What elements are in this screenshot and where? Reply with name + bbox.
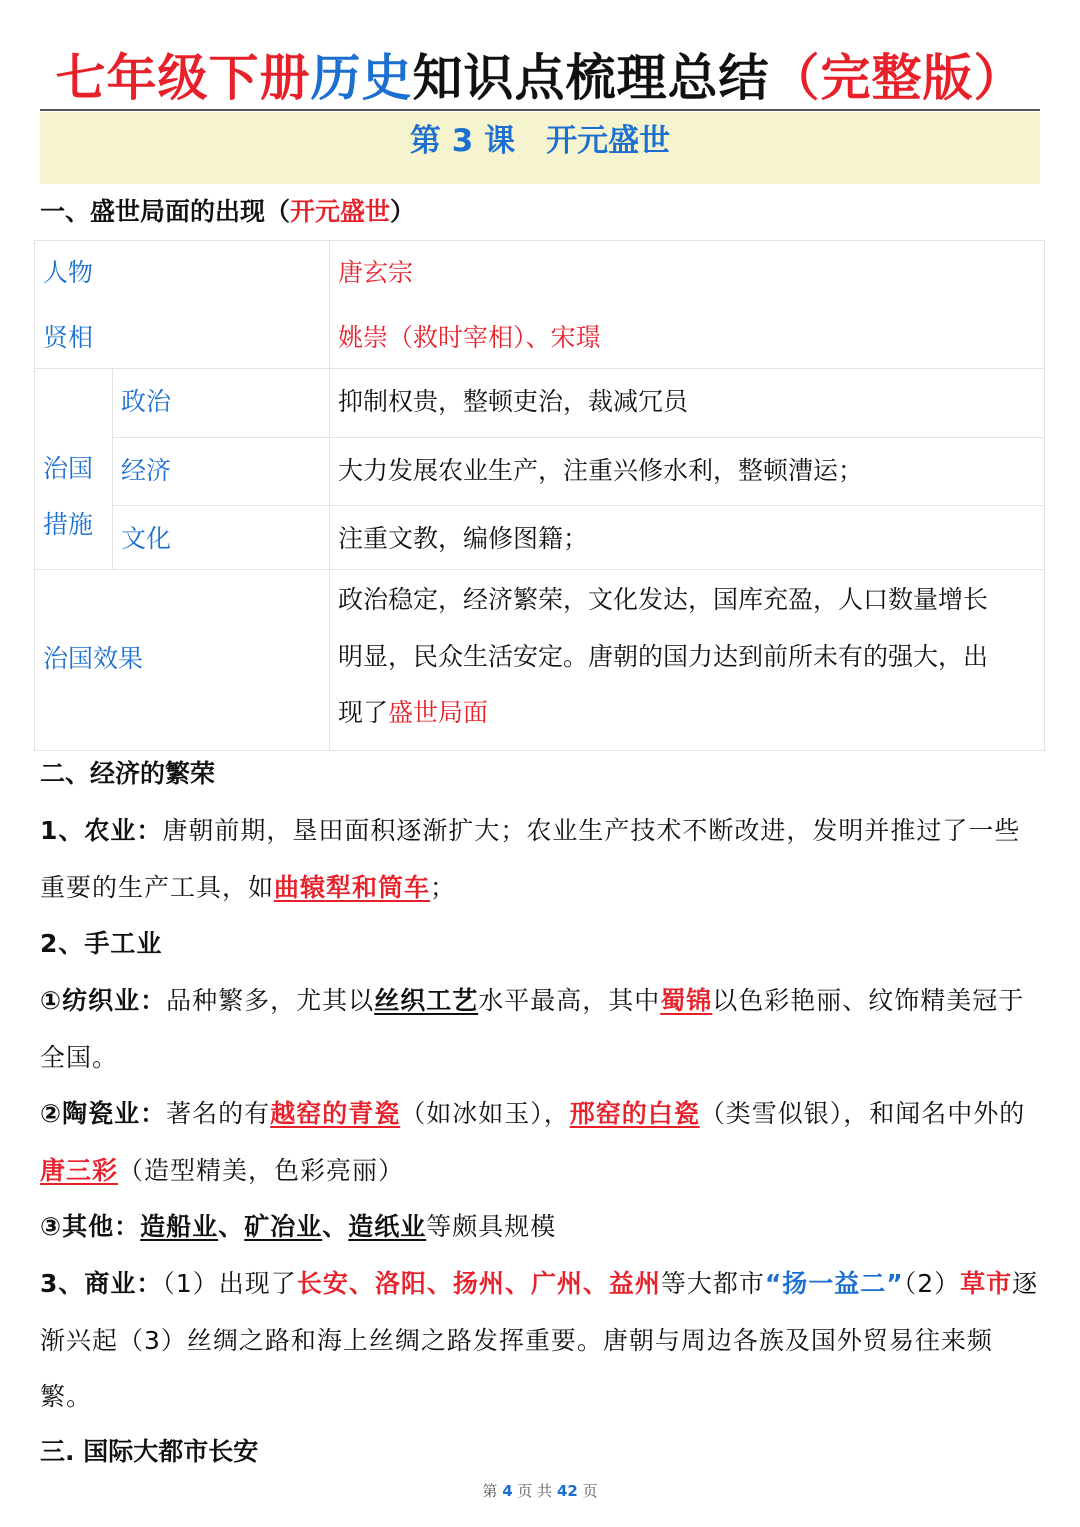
- agriculture-text: 唐朝前期，垦田面积逐渐扩大；农业生产技术不断改进，发明并推过了一些重要的生产工具，如: [40, 816, 1021, 902]
- person-minister-value-cell: [330, 241, 1045, 369]
- textile-paragraph: [40, 973, 1040, 1086]
- textile-text-3: 以色彩艳丽、纹饰精美冠于全国。: [40, 986, 1025, 1072]
- person-minister-label-cell: [35, 241, 330, 369]
- ceramic-text-3: （类雪似银），和闻名中外的: [699, 1099, 1026, 1128]
- table-row: [35, 570, 1045, 751]
- other-label: ③其他：: [40, 1212, 141, 1241]
- other-item-1: 造船业: [140, 1212, 219, 1241]
- commerce-text-4: 逐渐兴起（3）丝绸之路和海上丝绸之路发挥重要。唐朝与周边各族及国外贸易往来频繁。: [40, 1269, 1039, 1411]
- culture-value: 注重文教，编修图籍；: [338, 524, 589, 553]
- measures-label-line2: 措施: [43, 510, 94, 539]
- section1-heading-highlight: 开元盛世: [290, 197, 391, 226]
- footer-text-c: 页: [577, 1482, 598, 1500]
- table-row: [35, 241, 1045, 369]
- politics-value: 抑制权贵，整顿吏治，裁减冗员: [338, 387, 689, 416]
- other-paragraph: [40, 1199, 1040, 1256]
- title-divider: [40, 109, 1040, 111]
- commerce-text-1: （1）出现了: [162, 1269, 297, 1298]
- commerce-text-2: 等大都市: [660, 1269, 765, 1298]
- textile-underline: 丝织工艺: [374, 986, 479, 1015]
- culture-label-cell: [113, 506, 330, 570]
- section1-heading-text: 一、盛世局面的出现（: [40, 197, 291, 226]
- table-row: [35, 438, 1045, 506]
- commerce-cities: 长安、洛阳、扬州、广州、益州: [296, 1269, 661, 1298]
- section2-heading: 二、经济的繁荣: [40, 759, 216, 788]
- agriculture-end: ；: [430, 872, 457, 902]
- effect-label: 治国效果: [43, 644, 144, 673]
- measures-label-line1: 治国: [43, 454, 94, 483]
- title-part-summary: 知识点梳理总结: [412, 49, 770, 107]
- culture-label: 文化: [121, 524, 172, 553]
- politics-label: 政治: [121, 387, 172, 416]
- textile-text-2: 水平最高，其中: [478, 986, 661, 1015]
- effect-line-3: [338, 696, 488, 730]
- agriculture-paragraph: [40, 803, 1040, 916]
- measures-label-cell: [35, 369, 113, 570]
- commerce-text-3: （2）: [903, 1269, 961, 1298]
- ceramic-text-1: 著名的有: [166, 1099, 271, 1128]
- ceramic-text-2: （如冰如玉），: [400, 1099, 570, 1128]
- ceramic-label: ②陶瓷业：: [40, 1099, 167, 1128]
- person-label: 人物: [43, 258, 94, 287]
- section1-heading: [40, 192, 415, 232]
- title-part-grade: 七年级下册: [55, 49, 311, 107]
- agriculture-label: 1、农业：: [40, 816, 163, 845]
- info-table: [34, 240, 1045, 751]
- title-part-edition: （完整版）: [769, 49, 1025, 107]
- person-value: 唐玄宗: [338, 258, 414, 287]
- footer-text-a: 第: [482, 1482, 503, 1500]
- effect-value-cell: [330, 570, 1045, 751]
- section1-heading-close: ）: [390, 197, 416, 226]
- footer-text-b: 页 共: [512, 1482, 557, 1500]
- title-part-subject: 历史: [310, 49, 413, 107]
- table-row: [35, 369, 1045, 438]
- minister-label: 贤相: [43, 323, 94, 352]
- effect-label-cell: [35, 570, 330, 751]
- economy-label-cell: [113, 438, 330, 506]
- other-separator-2: 、: [322, 1212, 349, 1241]
- table-row: [35, 506, 1045, 570]
- lesson-title: 第 3 课 开元盛世: [409, 123, 671, 159]
- commerce-paragraph: [40, 1256, 1040, 1426]
- effect-line-3-highlight: 盛世局面: [388, 698, 489, 727]
- other-separator-1: 、: [218, 1212, 245, 1241]
- ceramic-highlight-1: 越窑的青瓷: [270, 1099, 401, 1128]
- economy-value-cell: [330, 438, 1045, 506]
- textile-highlight: 蜀锦: [660, 986, 713, 1015]
- other-item-3: 造纸业: [348, 1212, 427, 1241]
- culture-value-cell: [330, 506, 1045, 570]
- ceramic-text-4: （造型精美，色彩亮丽）: [118, 1155, 405, 1185]
- textile-label: ①纺织业：: [40, 986, 167, 1015]
- page-footer: [0, 1480, 1080, 1501]
- section3-heading: 三. 国际大都市长安: [40, 1437, 259, 1466]
- politics-value-cell: [330, 369, 1045, 438]
- commerce-highlight-2: 草市: [960, 1269, 1013, 1298]
- economy-value: 大力发展农业生产，注重兴修水利，整顿漕运；: [338, 456, 864, 485]
- economy-label: 经济: [121, 456, 172, 485]
- textile-text-1: 品种繁多，尤其以: [166, 986, 375, 1015]
- politics-label-cell: [113, 369, 330, 438]
- footer-page-number: 4: [502, 1482, 513, 1500]
- other-item-2: 矿冶业: [244, 1212, 323, 1241]
- agriculture-highlight: 曲辕犁和筒车: [274, 872, 431, 902]
- handicraft-heading: 2、手工业: [40, 929, 163, 958]
- other-text: 等颇具规模: [426, 1212, 557, 1241]
- minister-value: 姚崇（救时宰相）、宋璟: [338, 323, 601, 352]
- effect-line-2: 明显，民众生活安定。唐朝的国力达到前所未有的强大，出: [338, 642, 989, 671]
- ceramic-highlight-2: 邢窑的白瓷: [569, 1099, 700, 1128]
- commerce-label: 3、商业：: [40, 1269, 163, 1298]
- ceramic-highlight-3: 唐三彩: [40, 1155, 119, 1185]
- lesson-title-band: [40, 112, 1040, 184]
- document-title: [0, 38, 1080, 108]
- effect-line-3-text: 现了: [338, 698, 389, 727]
- commerce-saying: “扬一益二”: [764, 1269, 904, 1298]
- footer-total-pages: 42: [556, 1482, 578, 1500]
- ceramic-paragraph: [40, 1086, 1040, 1199]
- effect-line-1: 政治稳定，经济繁荣，文化发达，国库充盈，人口数量增长: [338, 585, 989, 614]
